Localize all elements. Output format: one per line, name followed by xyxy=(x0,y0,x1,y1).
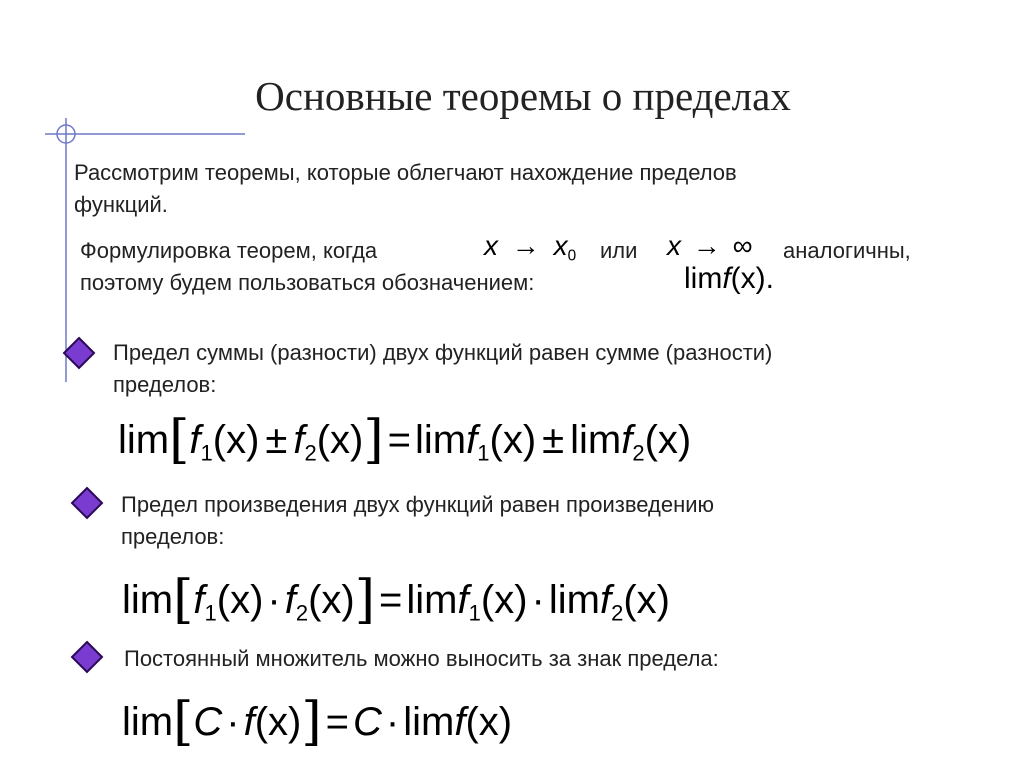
var-x: x xyxy=(484,230,498,261)
diamond-bullet-icon-2 xyxy=(70,486,104,520)
theorem-2-line-2: пределов: xyxy=(121,524,225,549)
intro-line-1: Рассмотрим теоремы, которые облегчают нахождение пределов xyxy=(74,160,737,185)
arrow-icon: → xyxy=(511,230,540,261)
notation-lim-fx: limf(x). xyxy=(684,262,774,295)
formula-constant-limit: lim[C · f(x)] = C · limf(x) xyxy=(122,692,513,752)
var-x-2: x xyxy=(667,230,681,261)
formula-product-limit: $\lim[f_1(x) \cdot f_2(x)] = \lim f_1(x) \cdot \lim f_2(x)$ xyxy=(122,570,670,630)
diamond-bullet-icon-3 xyxy=(70,640,104,674)
formulation-text-1: Формулировка теорем, когда xyxy=(80,238,378,263)
slide-title: Основные теоремы о пределах xyxy=(255,73,791,119)
formulation-math-2 xyxy=(667,230,753,262)
formulation-text-2: аналогичны, xyxy=(783,238,911,263)
arrow-icon-2: → xyxy=(692,230,721,261)
theorem-2-line-1: Предел произведения двух функций равен произведению xyxy=(121,492,715,517)
formulation-line-2: поэтому будем пользоваться обозначением: xyxy=(80,270,535,295)
var-x0: x xyxy=(553,230,568,261)
theorem-1-line-2: пределов: xyxy=(113,372,217,397)
sub-zero: 0 xyxy=(567,247,577,265)
theorem-3-line-1: Постоянный множитель можно выносить за знак предела: xyxy=(124,646,719,671)
infinity-symbol: ∞ xyxy=(732,230,753,261)
formulation-or: или xyxy=(600,238,638,263)
theorem-1-line-1: Предел суммы (разности) двух функций равен сумме (разности) xyxy=(113,340,773,365)
diamond-bullet-icon xyxy=(62,336,96,370)
intro-line-2: функций. xyxy=(74,192,168,217)
formulation-math-1 xyxy=(484,230,576,265)
formula-sum-limit: $\lim[f_1(x) \pm f_2(x)] = \lim f_1(x) \pm \lim f_2(x)$ xyxy=(118,410,692,470)
